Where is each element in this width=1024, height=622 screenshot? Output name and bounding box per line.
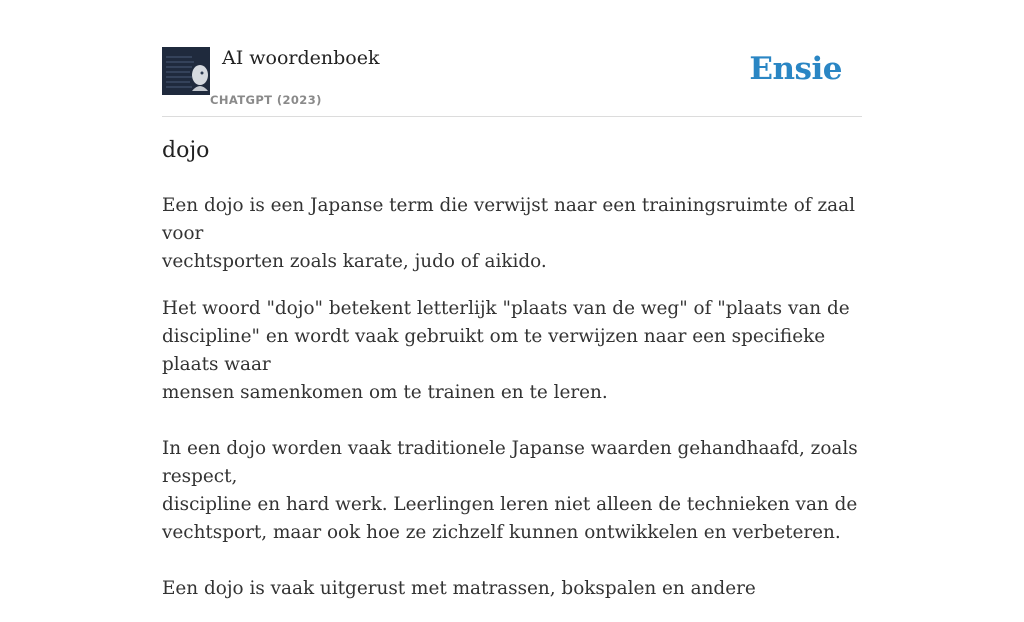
- source-subtitle: CHATGPT (2023): [210, 93, 322, 107]
- entry-paragraph: Een dojo is een Japanse term die verwijst naar een trainingsruimte of zaal voor vechtsporten zoals karate, judo of aikido.: [162, 195, 855, 272]
- entry-term: dojo: [162, 138, 210, 163]
- source-title[interactable]: AI woordenboek: [222, 47, 380, 69]
- entry-body: [162, 192, 862, 622]
- avatar[interactable]: [162, 47, 210, 95]
- entry-paragraph: Het woord "dojo" betekent letterlijk "plaats van de weg" of "plaats van de discipline" en wordt vaak gebruikt om te verwijzen naar een specifieke plaats waar mensen samenkomen om te trainen en te leren. In een dojo worden vaak traditionele Japanse waarden gehandhaafd, zoals respect, discipline en hard werk. Leerlingen leren niet alleen de technieken van de vechtsport, maar ook hoe ze zichzelf kunnen ontwikkelen en verbeteren. Een dojo is vaak uitgerust met matrassen, bokspalen en andere: [162, 298, 858, 599]
- source-header: [162, 46, 862, 117]
- brand-logo-link[interactable]: Ensie: [749, 51, 842, 87]
- robot-icon: [162, 47, 210, 95]
